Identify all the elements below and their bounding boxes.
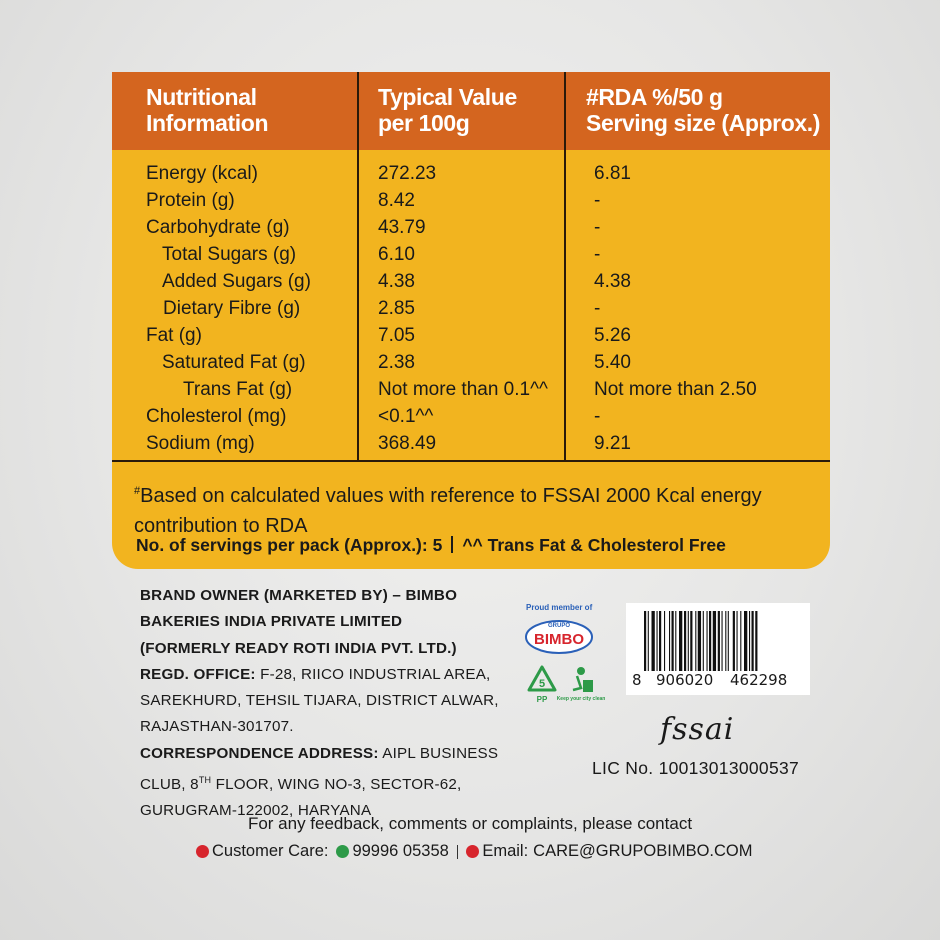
- nutrient-value: 2.38: [378, 352, 415, 373]
- recycle-number: 5: [538, 678, 546, 690]
- keep-clean-text: Keep your city clean: [556, 696, 606, 702]
- nutrient-rda: 4.38: [594, 271, 631, 292]
- email-address[interactable]: CARE@GRUPOBIMBO.COM: [533, 842, 753, 860]
- table-row: [112, 160, 830, 187]
- table-row: [112, 403, 830, 430]
- customer-care-label: Customer Care:: [212, 842, 329, 860]
- table-row: [112, 268, 830, 295]
- recycle-code: PP: [536, 695, 548, 704]
- correspondence-label: CORRESPONDENCE ADDRESS:: [140, 744, 379, 762]
- barcode-digit-first: 8: [632, 671, 642, 689]
- barcode: [626, 603, 810, 695]
- nutrient-value: 7.05: [378, 325, 415, 346]
- keep-city-clean-icon: [556, 664, 606, 708]
- nutrient-rda: Not more than 2.50: [594, 379, 757, 400]
- table-row: [112, 322, 830, 349]
- servings-line: [136, 535, 726, 556]
- nutrient-rda: 9.21: [594, 433, 631, 454]
- nutrient-name: Energy (kcal): [146, 163, 258, 184]
- header-nutritional-information: Nutritional Information: [146, 84, 269, 136]
- nutrient-name: Dietary Fibre (g): [163, 298, 301, 319]
- nutrient-name: Protein (g): [146, 190, 235, 211]
- license-number: LIC No. 10013013000537: [592, 758, 800, 778]
- footnote-mark: #: [134, 485, 141, 497]
- regd-office-address: F-28, RIICO INDUSTRIAL AREA, SAREKHURD, TEHSIL TIJARA, DISTRICT ALWAR, RAJASTHAN-301707.: [140, 665, 499, 736]
- nutrient-name: Sodium (mg): [146, 433, 255, 454]
- nutrient-name: Added Sugars (g): [162, 271, 311, 292]
- barcode-digit-left-group: 906020: [656, 671, 714, 689]
- nutrient-name: Trans Fat (g): [183, 379, 293, 400]
- barcode-bars: [644, 611, 794, 673]
- nutrition-panel: [112, 72, 830, 569]
- table-row: [112, 295, 830, 322]
- nutrient-rda: -: [594, 190, 601, 211]
- nutrient-name: Fat (g): [146, 325, 202, 346]
- fssai-logo: fssai: [660, 712, 735, 747]
- table-row: [112, 349, 830, 376]
- phone-number[interactable]: 99996 05358: [352, 842, 449, 860]
- nutrient-value: 43.79: [378, 217, 426, 238]
- servings-per-pack: No. of servings per pack (Approx.): 5: [136, 535, 443, 555]
- bimbo-text: BIMBO: [534, 631, 584, 648]
- brand-owner: BRAND OWNER (MARKETED BY) – BIMBO BAKERIES INDIA PRIVATE LIMITED (FORMERLY READY ROTI INDIA PVT. LTD.): [140, 587, 458, 657]
- feedback-text: For any feedback, comments or complaints, please contact: [247, 814, 693, 833]
- table-row: [112, 430, 830, 457]
- divider: [451, 536, 453, 553]
- divider: [457, 845, 459, 859]
- table-row: [112, 376, 830, 403]
- phone-icon: [196, 845, 209, 858]
- regd-office-label: REGD. OFFICE:: [140, 665, 256, 683]
- grupo-text: GRUPO: [547, 623, 571, 629]
- nutrient-name: Carbohydrate (g): [146, 217, 290, 238]
- table-row: [112, 187, 830, 214]
- nutrient-value: 6.10: [378, 244, 415, 265]
- footnote-text: Based on calculated values with reference to FSSAI 2000 Kcal energy contribution to RDA: [134, 485, 762, 537]
- correspondence-address-1: AIPL BUSINESS CLUB, 8: [140, 744, 499, 794]
- nutrient-value: 4.38: [378, 271, 415, 292]
- superscript-th: TH: [198, 775, 212, 786]
- proud-member-text: Proud member of: [526, 603, 593, 612]
- footnote: [134, 476, 824, 541]
- whatsapp-icon: [336, 845, 349, 858]
- nutrient-value: 368.49: [378, 433, 437, 454]
- bimbo-logo: [524, 615, 594, 655]
- nutrient-rda: 5.26: [594, 325, 631, 346]
- table-bottom-rule: [112, 460, 830, 462]
- nutrient-rda: -: [594, 244, 601, 265]
- header-rda: #RDA %/50 g Serving size (Approx.): [586, 84, 821, 136]
- barcode-digit-right-group: 462298: [730, 671, 788, 689]
- nutrient-rda: 5.40: [594, 352, 631, 373]
- nutrient-rda: 6.81: [594, 163, 631, 184]
- nutrient-name: Saturated Fat (g): [162, 352, 306, 373]
- table-row: [112, 214, 830, 241]
- nutrient-rda: -: [594, 406, 601, 427]
- recycle-pp-icon: [526, 664, 558, 706]
- nutrient-name: Cholesterol (mg): [146, 406, 287, 427]
- nutrient-rda: -: [594, 217, 601, 238]
- nutrient-value: 272.23: [378, 163, 437, 184]
- nutrient-value: 2.85: [378, 298, 415, 319]
- email-icon: [466, 845, 479, 858]
- nutrient-value: <0.1^^: [378, 406, 434, 427]
- email-label: Email:: [482, 842, 529, 860]
- nutrient-value: 8.42: [378, 190, 415, 211]
- nutrient-name: Total Sugars (g): [162, 244, 297, 265]
- nutrient-rda: -: [594, 298, 601, 319]
- table-row: [112, 241, 830, 268]
- correspondence-address-2: FLOOR, WING NO-3, SECTOR-62, GURUGRAM-122002, HARYANA: [140, 776, 462, 820]
- svg-text:Keep your city clean: [557, 696, 606, 702]
- nutrient-value: Not more than 0.1^^: [378, 379, 548, 400]
- address-block: [140, 583, 510, 825]
- trans-fat-free-note: ^^ Trans Fat & Cholesterol Free: [462, 535, 726, 555]
- contact-line: [196, 842, 753, 861]
- header-typical-value: Typical Value per 100g: [378, 84, 517, 136]
